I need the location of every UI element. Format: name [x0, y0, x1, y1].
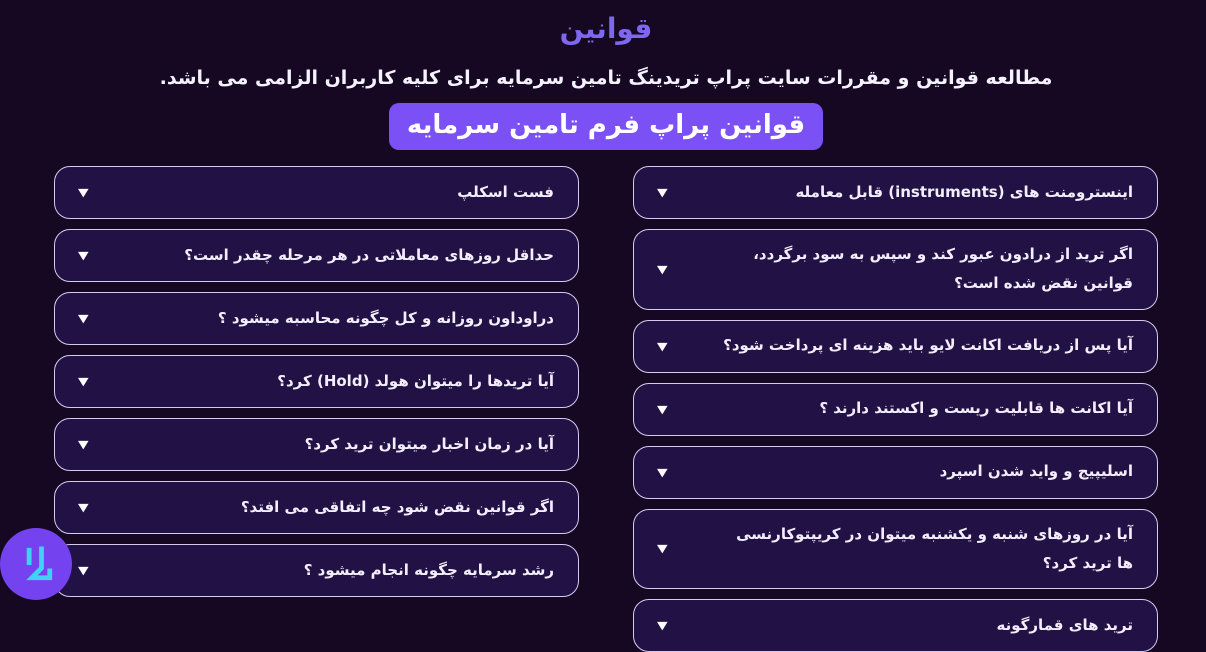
section-badge: قوانین پراپ فرم تامین سرمایه	[389, 103, 823, 150]
page-subtitle: مطالعه قوانین و مقررات سایت پراپ تریدینگ تامین سرمایه برای کلیه کاربران الزامی می باشد.	[159, 67, 1053, 89]
faq-grid	[6, 166, 1206, 652]
faq-item[interactable]	[633, 509, 1158, 590]
faq-item[interactable]	[633, 383, 1158, 436]
chevron-down-icon: ▼	[656, 465, 668, 479]
faq-question: آیا اکانت ها قابلیت ریست و اکستند دارند ؟	[819, 399, 1133, 418]
brand-logo[interactable]	[0, 528, 72, 600]
page-title: قوانین	[559, 12, 653, 45]
faq-question: ترید های قمارگونه	[996, 615, 1133, 634]
faq-question: آیا در روزهای شنبه و یکشنبه میتوان در کریپتوکارنسی ها ترید کرد؟	[736, 524, 1133, 572]
faq-question: آیا در زمان اخبار میتوان ترید کرد؟	[304, 434, 554, 453]
chevron-down-icon: ▼	[656, 542, 668, 556]
faq-question: اینسترومنت های (instruments) قابل معامله	[795, 182, 1133, 201]
faq-question: رشد سرمایه چگونه انجام میشود ؟	[303, 560, 554, 579]
faq-item[interactable]	[54, 418, 579, 471]
faq-question: اگر قوانین نقض شود چه اتفاقی می افتد؟	[240, 497, 554, 516]
faq-item[interactable]	[633, 166, 1158, 219]
faq-question: اگر ترید از درادون عبور کند و سپس به سود برگردد، قوانین نقض شده است؟	[753, 245, 1133, 293]
chevron-down-icon: ▼	[77, 438, 89, 451]
faq-question: دراوداون روزانه و کل چگونه محاسبه میشود ؟	[217, 308, 554, 327]
faq-question: فست اسکلپ	[457, 182, 554, 201]
faq-question: آیا تریدها را میتوان هولد (Hold) کرد؟	[277, 371, 554, 390]
faq-item[interactable]	[633, 320, 1158, 373]
faq-item[interactable]	[633, 229, 1158, 310]
faq-item[interactable]	[54, 481, 579, 534]
faq-page	[6, 0, 1206, 634]
faq-item[interactable]	[54, 292, 579, 345]
faq-question: اسلیپیج و واید شدن اسپرد	[939, 462, 1133, 481]
chevron-down-icon: ▼	[77, 249, 89, 262]
chevron-down-icon: ▼	[656, 339, 668, 353]
faq-question: آیا پس از دریافت اکانت لایو باید هزینه ای پرداخت شود؟	[723, 336, 1133, 355]
faq-column-left	[54, 166, 579, 597]
faq-item[interactable]	[633, 599, 1158, 652]
faq-item[interactable]	[54, 355, 579, 408]
brand-logo-icon	[14, 542, 58, 586]
faq-item[interactable]	[54, 166, 579, 219]
chevron-down-icon: ▼	[656, 402, 668, 416]
section-badge-wrap	[6, 103, 1206, 150]
faq-question: حداقل روزهای معاملاتی در هر مرحله چقدر است؟	[184, 245, 554, 264]
chevron-down-icon: ▼	[656, 186, 668, 199]
chevron-down-icon: ▼	[656, 262, 668, 276]
chevron-down-icon: ▼	[77, 564, 89, 577]
faq-item[interactable]	[54, 544, 579, 597]
chevron-down-icon: ▼	[656, 619, 668, 632]
chevron-down-icon: ▼	[77, 312, 89, 325]
faq-item[interactable]	[54, 229, 579, 282]
faq-item[interactable]	[633, 446, 1158, 499]
faq-column-right	[633, 166, 1158, 652]
chevron-down-icon: ▼	[77, 501, 89, 514]
chevron-down-icon: ▼	[77, 375, 89, 388]
chevron-down-icon: ▼	[77, 186, 89, 199]
